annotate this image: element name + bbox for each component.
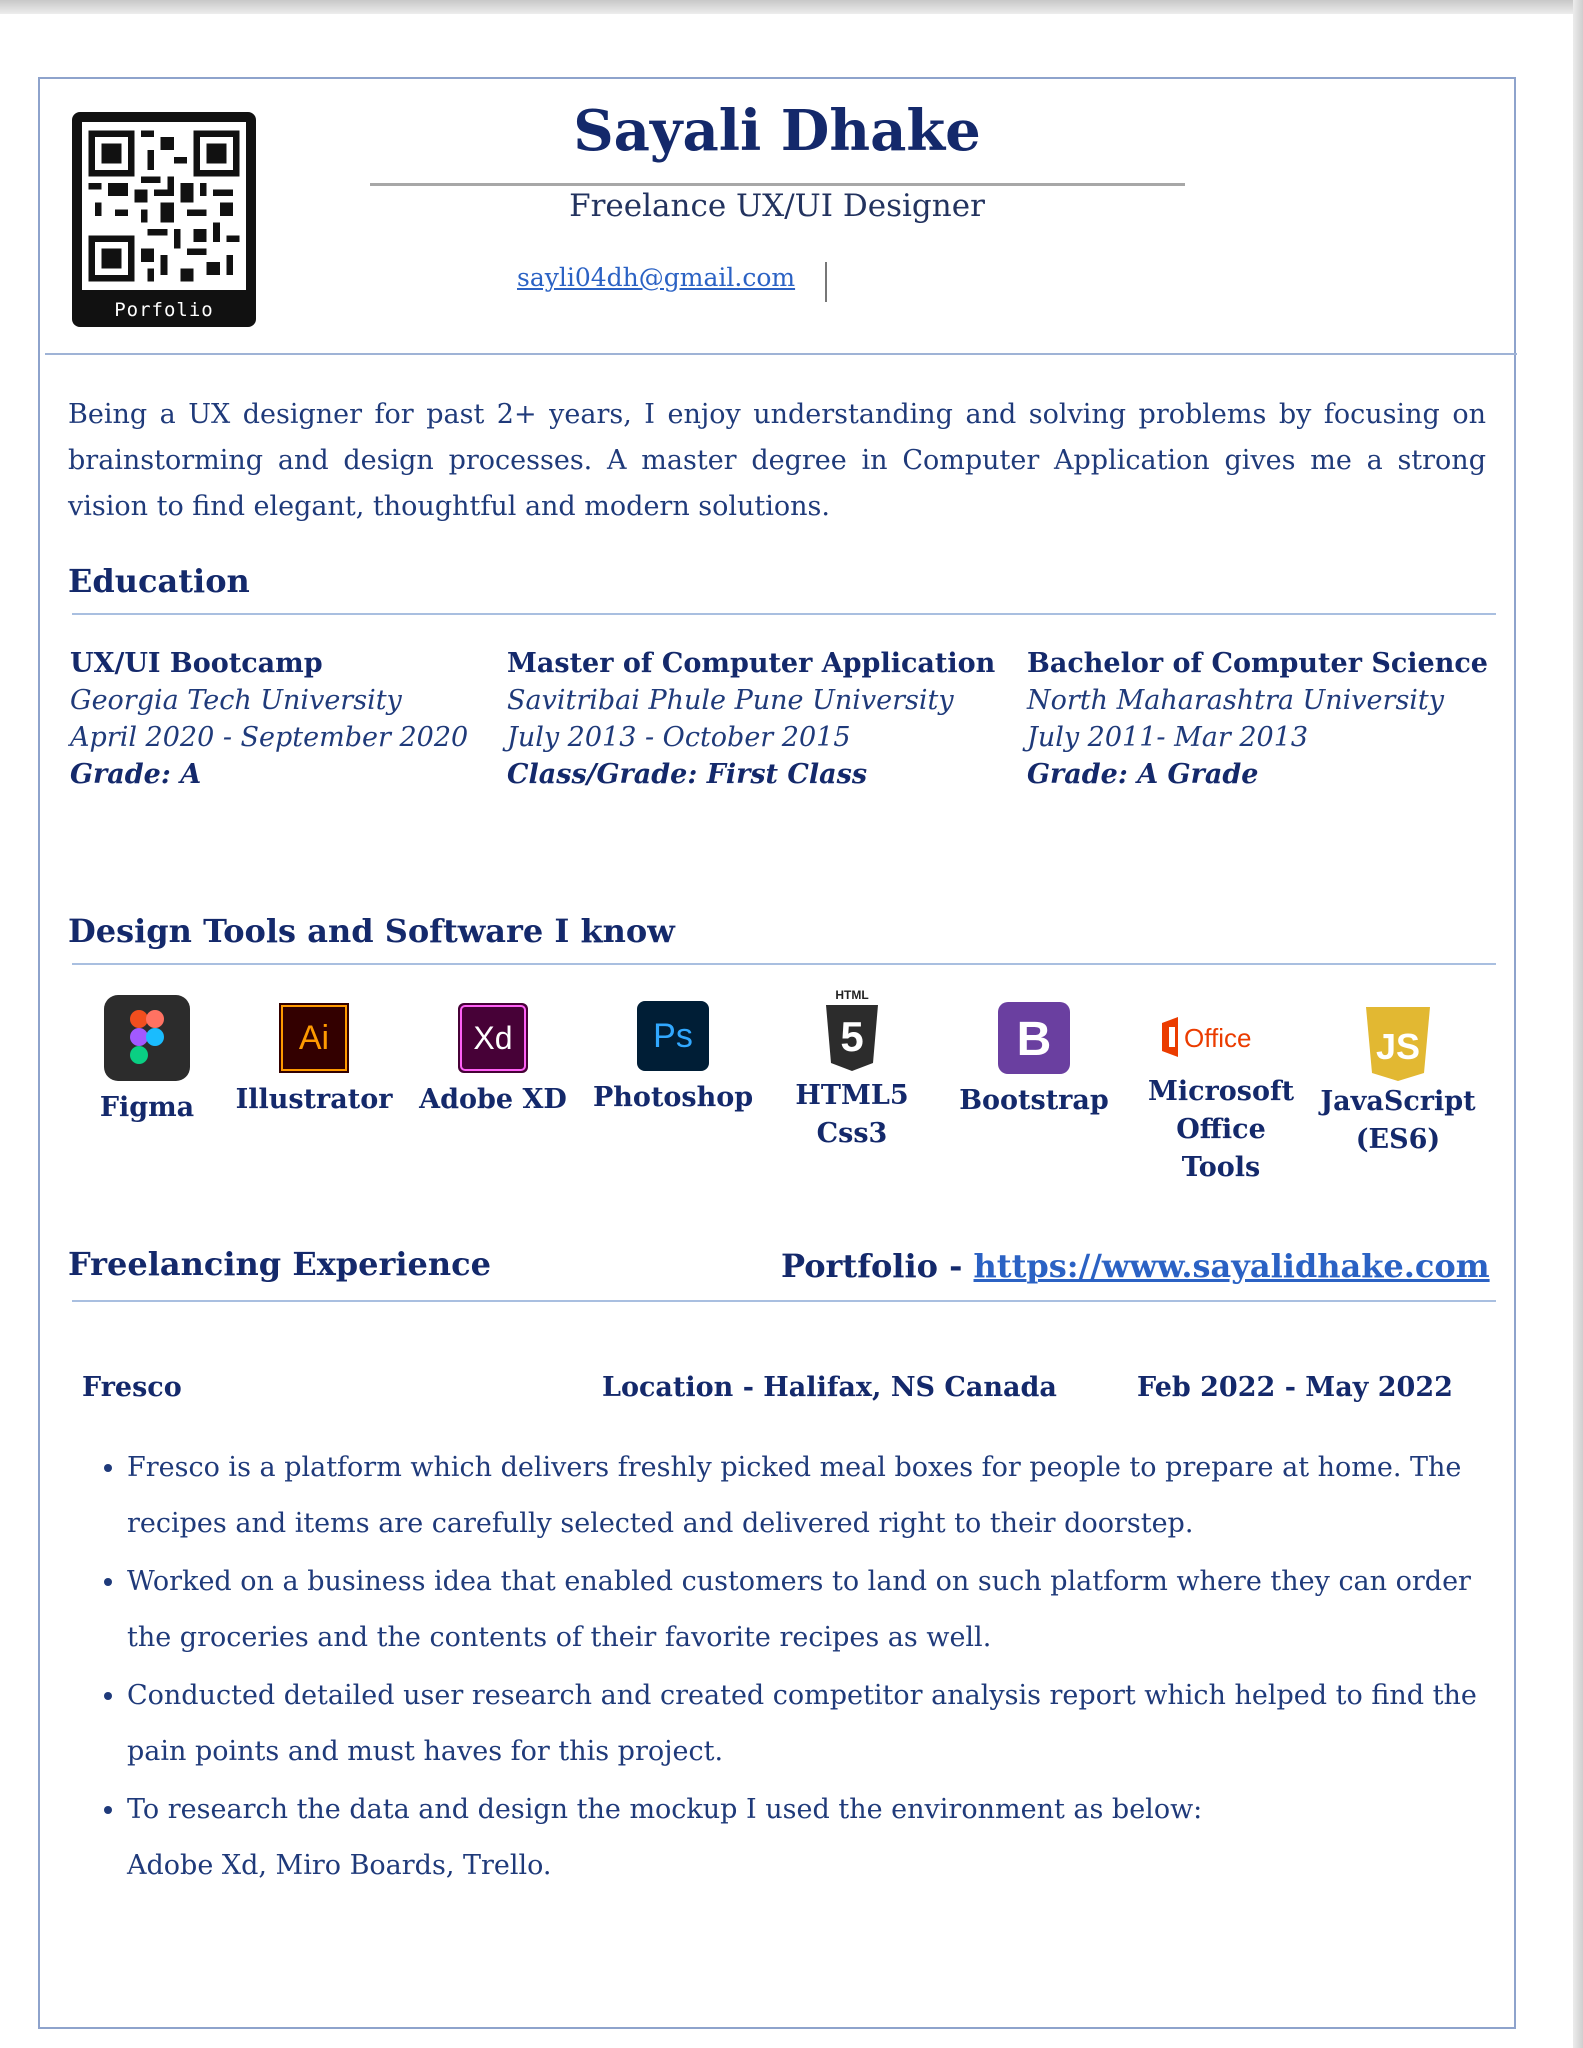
education-grade: Class/Grade: First Class [507, 759, 868, 790]
tool-label-line: Css3 [816, 1118, 888, 1149]
bootstrap-icon [998, 1002, 1070, 1074]
school-name: North Maharashtra University [1027, 685, 1445, 716]
education-grade: Grade: A [70, 759, 202, 790]
svg-text:JS: JS [1375, 1026, 1421, 1067]
tool-microsoft-office [1141, 995, 1301, 1187]
tool-label-line: Tools [1181, 1152, 1261, 1183]
tool-label: Photoshop [593, 1082, 754, 1113]
svg-text:Ai: Ai [298, 1019, 330, 1057]
portfolio-label: Portfolio - [781, 1247, 974, 1285]
school-name: Savitribai Phule Pune University [507, 685, 954, 716]
office-icon [1156, 1009, 1286, 1069]
svg-text:B: B [1016, 1013, 1052, 1066]
degree-title: UX/UI Bootcamp [70, 648, 323, 679]
degree-title: Bachelor of Computer Science [1027, 648, 1488, 679]
education-rule [72, 613, 1496, 615]
job-company: Fresco [82, 1372, 182, 1403]
javascript-icon [1364, 1005, 1432, 1083]
email-link[interactable]: sayli04dh@gmail.com [517, 263, 796, 292]
tool-label: Illustrator [235, 1084, 393, 1115]
tool-label [772, 1077, 932, 1153]
list-item-text: To research the data and design the mockup I used the environment as below: [127, 1794, 1203, 1825]
list-item: • Fresco is a platform which delivers freshly picked meal boxes for people to prepare at home. The recipes and items are carefully selected and delivered right to their doorstep. [127, 1440, 1517, 1552]
qr-label: Porfolio [114, 299, 214, 321]
education-grade: Grade: A Grade [1027, 759, 1259, 790]
adobe-xd-icon [458, 1003, 528, 1073]
tool-javascript [1318, 995, 1478, 1159]
portfolio-qr-code[interactable] [72, 112, 256, 327]
list-item: • Worked on a business idea that enabled customers to land on such platform where they can order the groceries and the contents of their favorite recipes as well. [127, 1554, 1517, 1666]
education-dates: July 2013 - October 2015 [507, 722, 851, 753]
portfolio-link[interactable]: https://www.sayalidhake.com [973, 1247, 1490, 1285]
experience-heading: Freelancing Experience [68, 1245, 491, 1283]
html5-icon [822, 987, 882, 1077]
svg-text:HTML: HTML [835, 988, 869, 1002]
tools-heading: Design Tools and Software I know [68, 912, 675, 950]
candidate-name: Sayali Dhake [573, 98, 981, 164]
job-bullets [75, 1440, 1517, 1896]
tool-figma [67, 995, 227, 1127]
text-cursor [825, 262, 827, 302]
education-dates: July 2011- Mar 2013 [1027, 722, 1309, 753]
svg-text:Office: Office [1184, 1023, 1252, 1053]
tool-label [1318, 1083, 1478, 1159]
tool-label: Adobe XD [419, 1084, 567, 1115]
window-scroll-edge[interactable] [1573, 0, 1583, 2048]
tool-html5 [772, 988, 932, 1153]
job-dates: Feb 2022 - May 2022 [1137, 1372, 1453, 1403]
tool-label: Bootstrap [959, 1085, 1109, 1116]
tool-label-line: (ES6) [1355, 1124, 1441, 1155]
education-entry [507, 645, 995, 793]
list-item [127, 1782, 1517, 1894]
tool-label-line: Office [1176, 1114, 1266, 1145]
tool-label-line: HTML5 [795, 1080, 909, 1111]
illustrator-icon [279, 1003, 349, 1073]
experience-rule [72, 1300, 1496, 1302]
header-divider [45, 353, 1517, 355]
svg-text:5: 5 [840, 1013, 864, 1060]
portfolio-line [781, 1247, 1490, 1285]
tool-label-line: JavaScript [1320, 1086, 1476, 1117]
tool-bootstrap [954, 995, 1114, 1120]
environment-tools: Adobe Xd, Miro Boards, Trello. [127, 1850, 552, 1881]
tool-label: Figma [99, 1092, 195, 1123]
svg-text:Ps: Ps [653, 1017, 693, 1055]
window-top-bar [0, 0, 1583, 14]
tools-rule [72, 963, 1496, 965]
school-name: Georgia Tech University [70, 685, 402, 716]
tool-photoshop [593, 995, 753, 1117]
education-dates: April 2020 - September 2020 [70, 722, 469, 753]
education-entry [70, 645, 468, 793]
tool-adobe-xd [413, 995, 573, 1119]
education-heading: Education [68, 562, 250, 600]
job-location: Location - Halifax, NS Canada [602, 1372, 1057, 1403]
tool-illustrator [234, 995, 394, 1119]
figma-icon [104, 995, 190, 1081]
degree-title: Master of Computer Application [507, 648, 996, 679]
svg-text:Xd: Xd [473, 1020, 513, 1056]
job-title: Freelance UX/UI Designer [569, 188, 985, 224]
name-underline [370, 183, 1185, 186]
photoshop-icon [637, 1001, 709, 1071]
summary-paragraph: Being a UX designer for past 2+ years, I enjoy understanding and solving problems by focusing on brainstorming and design processes. A master degree in Computer Application gives me a strong vision to find elegant, thoughtful and modern solutions. [68, 399, 1486, 522]
qr-icon [82, 122, 246, 290]
tool-label [1141, 1073, 1301, 1187]
list-item: • Conducted detailed user research and created competitor analysis report which helped to find the pain points and must haves for this project. [127, 1668, 1517, 1780]
education-entry [1027, 645, 1488, 793]
tool-label-line: Microsoft [1147, 1076, 1295, 1107]
